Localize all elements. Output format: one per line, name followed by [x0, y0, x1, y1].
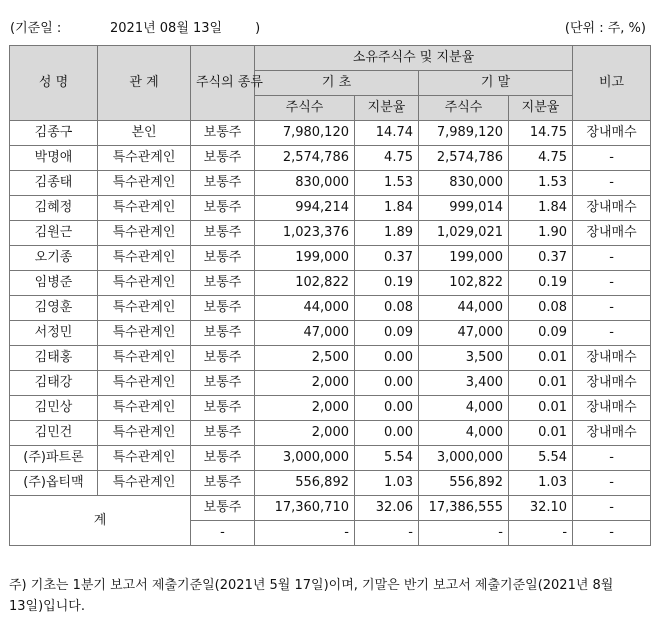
cell-stock-type: 보통주 [191, 121, 255, 146]
cell-remark: 장내매수 [573, 421, 651, 446]
cell-name: 서정민 [10, 321, 98, 346]
header-remark: 비고 [573, 46, 651, 121]
cell-relation: 특수관계인 [98, 471, 191, 496]
header-begin-shares: 주식수 [255, 96, 355, 121]
cell-begin-ratio: 5.54 [355, 446, 419, 471]
table-row [10, 296, 651, 321]
cell-end-ratio: 1.03 [509, 471, 573, 496]
cell-name: 김태홍 [10, 346, 98, 371]
cell-stock-type: 보통주 [191, 171, 255, 196]
cell-name: 김혜정 [10, 196, 98, 221]
cell-remark: 장내매수 [573, 196, 651, 221]
cell-end-ratio: 5.54 [509, 446, 573, 471]
cell-end-shares: 4,000 [419, 421, 509, 446]
cell-end-shares: 830,000 [419, 171, 509, 196]
table-row [10, 471, 651, 496]
header-relation: 관 계 [98, 46, 191, 121]
header-stock-type: 주식의 종류 [191, 46, 255, 121]
cell-name: 김원근 [10, 221, 98, 246]
cell-name: 김영훈 [10, 296, 98, 321]
base-date-value: 2021년 08월 13일 ) [110, 21, 261, 36]
cell-relation: 특수관계인 [98, 221, 191, 246]
cell-name: 김종태 [10, 171, 98, 196]
cell-end-shares: 3,400 [419, 371, 509, 396]
cell-begin-shares: 3,000,000 [255, 446, 355, 471]
cell-remark: - [573, 271, 651, 296]
cell-begin-shares: 830,000 [255, 171, 355, 196]
total-row [10, 496, 651, 521]
cell-remark: - [573, 446, 651, 471]
cell-stock-type: 보통주 [191, 221, 255, 246]
total-cell-end-ratio: - [509, 521, 573, 546]
cell-end-shares: 2,574,786 [419, 146, 509, 171]
cell-end-ratio: 14.75 [509, 121, 573, 146]
cell-relation: 특수관계인 [98, 171, 191, 196]
cell-end-shares: 47,000 [419, 321, 509, 346]
table-row [10, 346, 651, 371]
cell-name: 김민상 [10, 396, 98, 421]
cell-begin-ratio: 1.89 [355, 221, 419, 246]
cell-relation: 특수관계인 [98, 346, 191, 371]
cell-remark: - [573, 296, 651, 321]
total-cell-end-shares: 17,386,555 [419, 496, 509, 521]
cell-begin-ratio: 1.84 [355, 196, 419, 221]
cell-name: 김종구 [10, 121, 98, 146]
cell-relation: 특수관계인 [98, 196, 191, 221]
cell-name: 오기종 [10, 246, 98, 271]
cell-end-ratio: 1.84 [509, 196, 573, 221]
total-cell-end-shares: - [419, 521, 509, 546]
cell-end-shares: 102,822 [419, 271, 509, 296]
cell-end-ratio: 0.19 [509, 271, 573, 296]
cell-relation: 특수관계인 [98, 396, 191, 421]
cell-begin-ratio: 0.09 [355, 321, 419, 346]
total-cell-remark: - [573, 496, 651, 521]
cell-remark: 장내매수 [573, 396, 651, 421]
cell-begin-ratio: 0.37 [355, 246, 419, 271]
cell-end-ratio: 4.75 [509, 146, 573, 171]
shareholding-table [9, 45, 651, 546]
cell-end-shares: 4,000 [419, 396, 509, 421]
table-row [10, 146, 651, 171]
table-caption [10, 17, 646, 37]
cell-begin-shares: 556,892 [255, 471, 355, 496]
total-cell-begin-ratio: - [355, 521, 419, 546]
cell-relation: 본인 [98, 121, 191, 146]
total-cell-begin-shares: 17,360,710 [255, 496, 355, 521]
cell-stock-type: 보통주 [191, 371, 255, 396]
cell-stock-type: 보통주 [191, 271, 255, 296]
table-row [10, 196, 651, 221]
cell-begin-ratio: 0.19 [355, 271, 419, 296]
table-row [10, 121, 651, 146]
cell-remark: - [573, 246, 651, 271]
cell-begin-ratio: 0.00 [355, 396, 419, 421]
cell-relation: 특수관계인 [98, 296, 191, 321]
total-cell-remark: - [573, 521, 651, 546]
cell-relation: 특수관계인 [98, 246, 191, 271]
cell-begin-shares: 102,822 [255, 271, 355, 296]
cell-relation: 특수관계인 [98, 421, 191, 446]
cell-stock-type: 보통주 [191, 146, 255, 171]
cell-begin-shares: 2,000 [255, 421, 355, 446]
cell-remark: - [573, 171, 651, 196]
table-row [10, 421, 651, 446]
cell-end-ratio: 0.09 [509, 321, 573, 346]
header-end-ratio: 지분율 [509, 96, 573, 121]
cell-name: 박명애 [10, 146, 98, 171]
header-begin-ratio: 지분율 [355, 96, 419, 121]
cell-relation: 특수관계인 [98, 446, 191, 471]
unit-label: (단위 : 주, %) [564, 21, 646, 36]
total-cell-end-ratio: 32.10 [509, 496, 573, 521]
total-cell-stock-type: 보통주 [191, 496, 255, 521]
footnote: 주) 기초는 1분기 보고서 제출기준일(2021년 5월 17일)이며, 기말은 반기 보고서 제출기준일(2021년 8월 13일)입니다. [9, 578, 614, 614]
cell-begin-shares: 2,574,786 [255, 146, 355, 171]
cell-relation: 특수관계인 [98, 371, 191, 396]
header-end-shares: 주식수 [419, 96, 509, 121]
table-row [10, 171, 651, 196]
cell-begin-ratio: 0.08 [355, 296, 419, 321]
cell-end-shares: 3,000,000 [419, 446, 509, 471]
cell-stock-type: 보통주 [191, 196, 255, 221]
cell-relation: 특수관계인 [98, 146, 191, 171]
cell-end-shares: 3,500 [419, 346, 509, 371]
cell-remark: - [573, 146, 651, 171]
header-end: 기 말 [419, 71, 573, 96]
cell-begin-ratio: 14.74 [355, 121, 419, 146]
cell-stock-type: 보통주 [191, 421, 255, 446]
cell-name: 김태강 [10, 371, 98, 396]
cell-remark: 장내매수 [573, 346, 651, 371]
cell-end-shares: 7,989,120 [419, 121, 509, 146]
cell-begin-ratio: 0.00 [355, 346, 419, 371]
table-row [10, 271, 651, 296]
cell-name: 임병준 [10, 271, 98, 296]
cell-end-shares: 999,014 [419, 196, 509, 221]
total-cell-stock-type: - [191, 521, 255, 546]
table-row [10, 371, 651, 396]
cell-begin-shares: 2,500 [255, 346, 355, 371]
cell-remark: 장내매수 [573, 221, 651, 246]
cell-begin-shares: 2,000 [255, 371, 355, 396]
cell-end-shares: 44,000 [419, 296, 509, 321]
table-row [10, 246, 651, 271]
cell-name: 김민건 [10, 421, 98, 446]
cell-begin-ratio: 0.00 [355, 371, 419, 396]
cell-stock-type: 보통주 [191, 396, 255, 421]
cell-end-ratio: 1.53 [509, 171, 573, 196]
cell-relation: 특수관계인 [98, 271, 191, 296]
cell-stock-type: 보통주 [191, 296, 255, 321]
cell-begin-ratio: 1.03 [355, 471, 419, 496]
cell-end-ratio: 1.90 [509, 221, 573, 246]
cell-begin-ratio: 4.75 [355, 146, 419, 171]
table-row [10, 221, 651, 246]
table-row [10, 396, 651, 421]
total-cell-begin-shares: - [255, 521, 355, 546]
header-name: 성 명 [10, 46, 98, 121]
cell-begin-shares: 44,000 [255, 296, 355, 321]
cell-begin-ratio: 0.00 [355, 421, 419, 446]
cell-name: (주)옵티맥 [10, 471, 98, 496]
header-holdings-group: 소유주식수 및 지분율 [255, 46, 573, 71]
cell-remark: - [573, 471, 651, 496]
base-date-label: (기준일 : [10, 21, 62, 36]
cell-end-shares: 556,892 [419, 471, 509, 496]
cell-begin-ratio: 1.53 [355, 171, 419, 196]
cell-end-ratio: 0.08 [509, 296, 573, 321]
cell-remark: 장내매수 [573, 121, 651, 146]
total-label: 계 [10, 496, 191, 546]
cell-name: (주)파트론 [10, 446, 98, 471]
cell-remark: 장내매수 [573, 371, 651, 396]
cell-stock-type: 보통주 [191, 321, 255, 346]
cell-end-ratio: 0.01 [509, 371, 573, 396]
cell-end-ratio: 0.01 [509, 396, 573, 421]
cell-begin-shares: 199,000 [255, 246, 355, 271]
cell-end-shares: 1,029,021 [419, 221, 509, 246]
header-begin: 기 초 [255, 71, 419, 96]
cell-stock-type: 보통주 [191, 346, 255, 371]
total-cell-begin-ratio: 32.06 [355, 496, 419, 521]
cell-stock-type: 보통주 [191, 246, 255, 271]
cell-remark: - [573, 321, 651, 346]
cell-stock-type: 보통주 [191, 446, 255, 471]
table-row [10, 321, 651, 346]
cell-begin-shares: 7,980,120 [255, 121, 355, 146]
cell-begin-shares: 1,023,376 [255, 221, 355, 246]
table-body [10, 121, 651, 546]
cell-begin-shares: 2,000 [255, 396, 355, 421]
table-row [10, 446, 651, 471]
cell-end-ratio: 0.01 [509, 346, 573, 371]
cell-relation: 특수관계인 [98, 321, 191, 346]
cell-end-shares: 199,000 [419, 246, 509, 271]
cell-stock-type: 보통주 [191, 471, 255, 496]
cell-end-ratio: 0.01 [509, 421, 573, 446]
cell-end-ratio: 0.37 [509, 246, 573, 271]
cell-begin-shares: 994,214 [255, 196, 355, 221]
cell-begin-shares: 47,000 [255, 321, 355, 346]
